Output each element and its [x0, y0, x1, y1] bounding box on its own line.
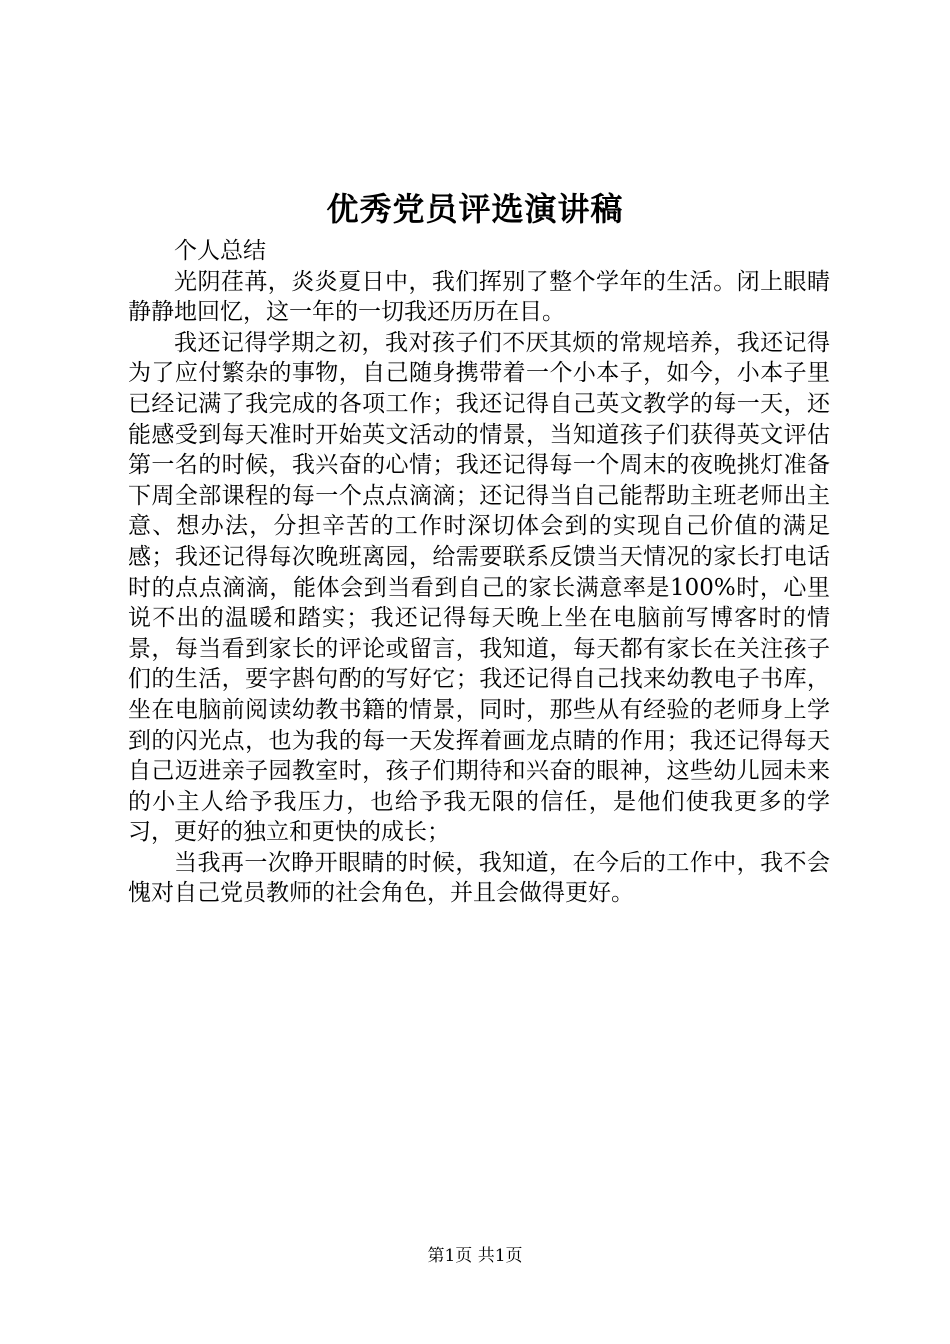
paragraph-main: 我还记得学期之初，我对孩子们不厌其烦的常规培养，我还记得为了应付繁杂的事物，自己随身携带着一个小本子，如今，小本子里已经记满了我完成的各项工作；我还记得自己英文教学的每一天，还能感受到每天准时开始英文活动的情景，当知道孩子们获得英文评估第一名的时候，我兴奋的心情；我还记得每一个周末的夜晚挑灯准备下周全部课程的每一个点点滴滴；还记得当自己能帮助主班老师出主意、想办法，分担辛苦的工作时深切体会到的实现自己价值的满足感；我还记得每次晚班离园，给需要联系反馈当天情况的家长打电话时的点点滴滴，能体会到当看到自己的家长满意率是100%时，心里说不出的温暖和踏实；我还记得每天晚上坐在电脑前写博客时的情景，每当看到家长的评论或留言，我知道，每天都有家长在关注孩子们的生活，要字斟句酌的写好它；我还记得自己找来幼教电子书库，坐在电脑前阅读幼教书籍的情景，同时，那些从有经验的老师身上学到的闪光点，也为我的每一天发挥着画龙点睛的作用；我还记得每天自己迈进亲子园教室时，孩子们期待和兴奋的眼神，这些幼儿园未来的小主人给予我压力，也给予我无限的信任，是他们使我更多的学习，更好的独立和更快的成长；	[128, 329, 830, 846]
page-footer: 第1页 共1页	[427, 1246, 523, 1266]
paragraph-intro: 光阴荏苒，炎炎夏日中，我们挥别了整个学年的生活。闭上眼睛静静地回忆，这一年的一切我还历历在目。	[128, 268, 830, 326]
paragraph-closing: 当我再一次睁开眼睛的时候，我知道，在今后的工作中，我不会愧对自己党员教师的社会角色，并且会做得更好。	[128, 849, 830, 907]
document-body	[128, 236, 830, 909]
paragraph-heading: 个人总结	[174, 238, 266, 264]
document-title: 优秀党员评选演讲稿	[326, 190, 624, 228]
